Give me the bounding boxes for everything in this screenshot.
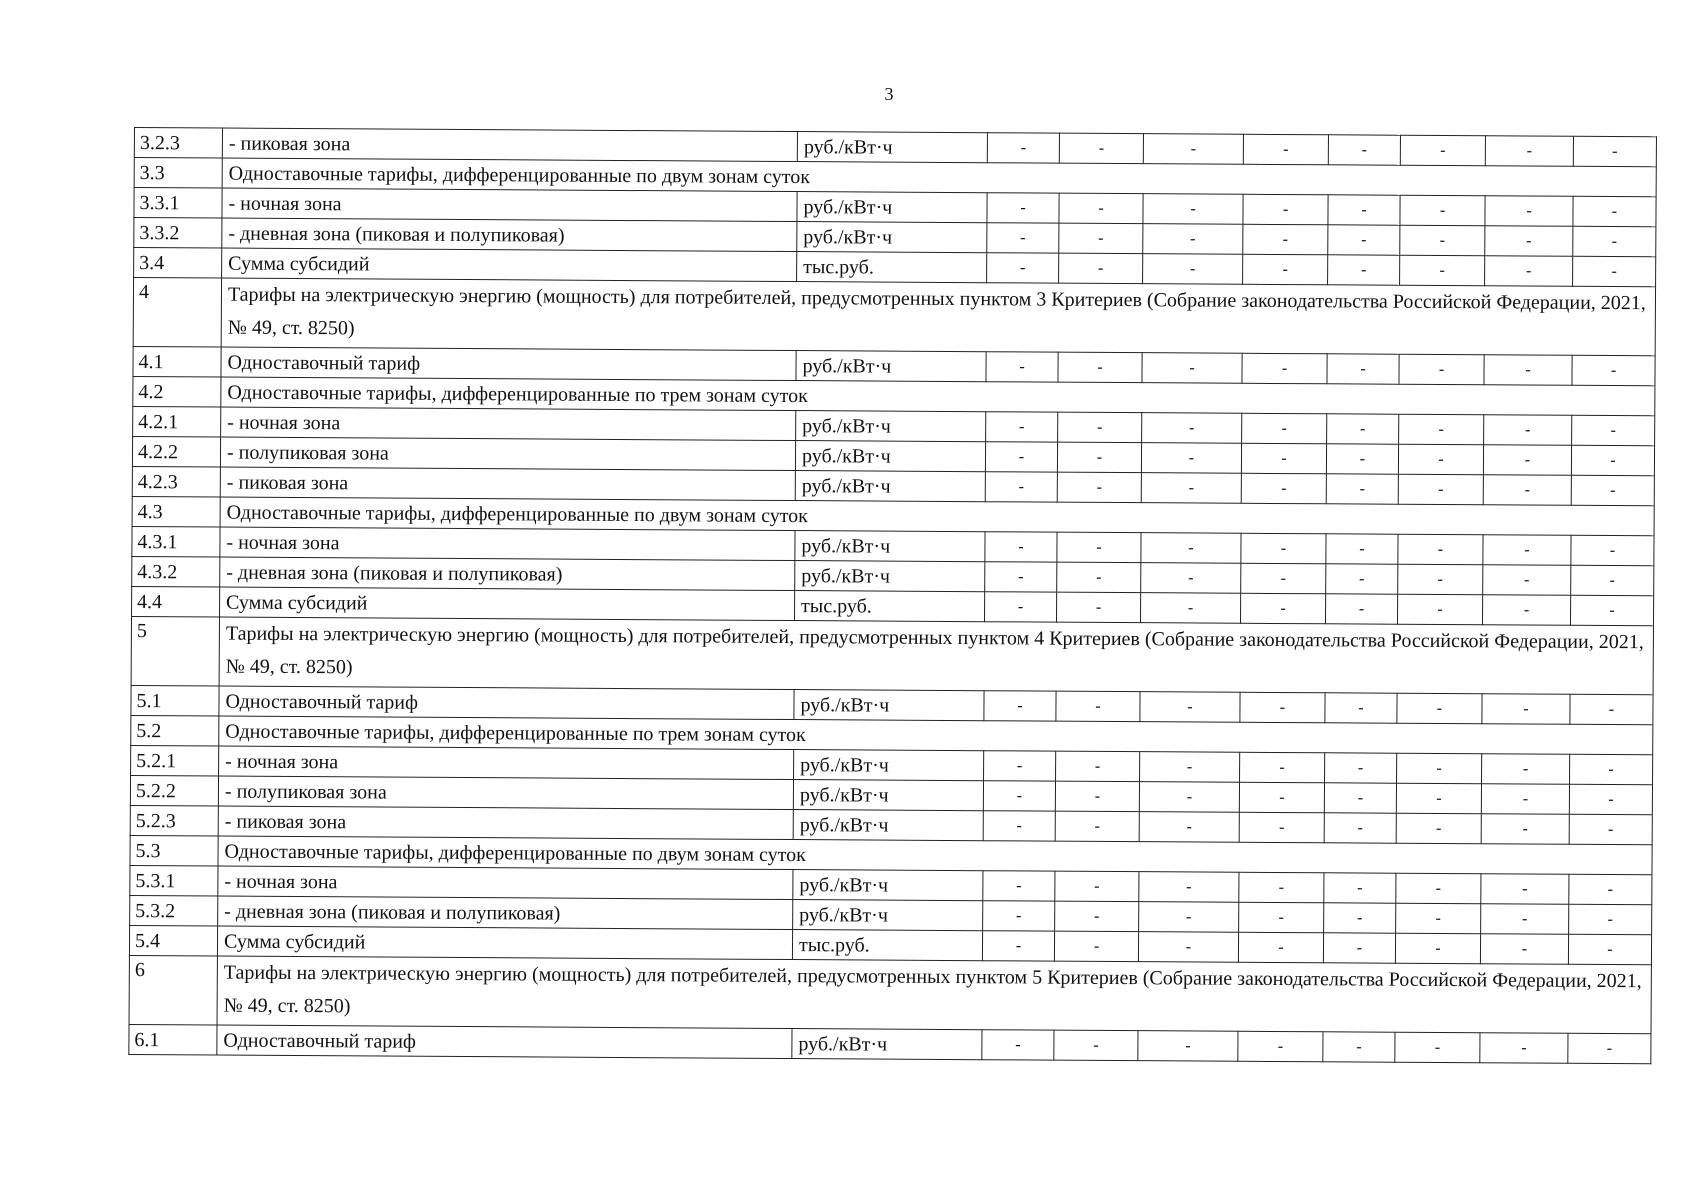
table-row (129, 955, 1651, 1033)
value-cell: - (1054, 1030, 1138, 1061)
value-cell: - (1243, 194, 1328, 225)
row-label: - ночная зона (222, 188, 797, 222)
value-cell: - (1483, 535, 1571, 566)
row-number: 3.3 (134, 158, 222, 189)
value-cell: - (1396, 903, 1481, 934)
value-cell: - (1326, 444, 1398, 474)
row-number: 3.2.3 (134, 128, 222, 159)
row-label: Одноставочные тарифы, дифференцированные по двум зонам суток (218, 836, 1652, 875)
row-label: - дневная зона (пиковая и полупиковая) (218, 896, 793, 930)
row-unit: руб./кВт·ч (796, 351, 986, 382)
row-number: 4.2.3 (132, 466, 220, 497)
value-cell: - (1485, 226, 1573, 257)
value-cell: - (1326, 474, 1398, 504)
value-cell: - (1398, 534, 1483, 565)
value-cell: - (1057, 472, 1141, 503)
value-cell: - (1324, 783, 1396, 813)
value-cell: - (1325, 753, 1397, 783)
row-number: 5.2 (131, 715, 219, 746)
value-cell: - (1057, 532, 1141, 563)
row-label: Одноставочные тарифы, дифференцированные по двум зонам суток (222, 158, 1656, 197)
value-cell: - (1055, 811, 1139, 842)
row-number: 5 (131, 616, 219, 686)
value-cell: - (1139, 872, 1239, 903)
row-number: 4.2.1 (133, 406, 221, 437)
value-cell: - (985, 532, 1057, 562)
row-label: - дневная зона (пиковая и полупиковая) (222, 218, 797, 252)
value-cell: - (1240, 593, 1325, 624)
row-unit: руб./кВт·ч (795, 441, 985, 472)
value-cell: - (1480, 1033, 1568, 1064)
row-label: Тарифы на электрическую энергию (мощность) для потребителей, предусмотренных пунктом 4 Критериев (Собрание законодательства Российской Федерации, 2021, № 49, ст. 8250) (219, 617, 1653, 695)
row-number: 5.2.2 (130, 775, 218, 806)
value-cell: - (1482, 595, 1570, 626)
value-cell: - (983, 901, 1055, 931)
row-number: 3.3.1 (134, 188, 222, 219)
value-cell: - (1141, 533, 1241, 564)
value-cell: - (987, 133, 1059, 163)
row-unit: руб./кВт·ч (793, 870, 983, 901)
row-label: Тарифы на электрическую энергию (мощность) для потребителей, предусмотренных пунктом 3 Критериев (Собрание законодательства Российской Федерации, 2021, № 49, ст. 8250) (221, 278, 1655, 356)
row-unit: тыс.руб. (794, 591, 984, 622)
value-cell: - (1240, 692, 1325, 723)
value-cell: - (1140, 692, 1240, 723)
row-number: 4.2.2 (132, 436, 220, 467)
value-cell: - (1238, 932, 1323, 963)
value-cell: - (1138, 932, 1238, 963)
value-cell: - (1483, 565, 1571, 596)
value-cell: - (1055, 781, 1139, 812)
value-cell: - (1483, 445, 1571, 476)
value-cell: - (987, 253, 1059, 283)
value-cell: - (1140, 752, 1240, 783)
value-cell: - (1324, 873, 1396, 903)
page-number: 3 (884, 84, 894, 104)
value-cell: - (985, 562, 1057, 592)
row-label: - ночная зона (221, 407, 796, 441)
row-number: 5.2.1 (131, 745, 219, 776)
value-cell: - (983, 871, 1055, 901)
value-cell: - (1059, 193, 1143, 224)
value-cell: - (1139, 782, 1239, 813)
row-label: - пиковая зона (220, 467, 795, 501)
value-cell: - (1328, 195, 1400, 225)
row-number: 5.3.1 (130, 865, 218, 896)
row-number: 6 (129, 955, 217, 1025)
value-cell: - (982, 931, 1054, 961)
value-cell: - (1399, 414, 1484, 445)
value-cell: - (1325, 693, 1397, 723)
row-label: Сумма субсидий (220, 587, 795, 621)
table-row (133, 278, 1655, 356)
value-cell: - (1398, 474, 1483, 505)
value-cell: - (1243, 134, 1328, 165)
value-cell: - (1570, 754, 1653, 785)
value-cell: - (1573, 136, 1656, 167)
value-cell: - (1055, 901, 1139, 932)
row-number: 5.4 (129, 925, 217, 956)
value-cell: - (1142, 413, 1242, 444)
value-cell: - (1396, 813, 1481, 844)
value-cell: - (1243, 254, 1328, 285)
value-cell: - (1483, 475, 1571, 506)
row-label: - дневная зона (пиковая и полупиковая) (220, 557, 795, 591)
value-cell: - (1142, 353, 1242, 384)
value-cell: - (1328, 255, 1400, 285)
value-cell: - (1239, 872, 1324, 903)
value-cell: - (1568, 1033, 1651, 1064)
value-cell: - (1143, 254, 1243, 285)
value-cell: - (982, 1030, 1054, 1060)
value-cell: - (1396, 873, 1481, 904)
row-label: Одноставочные тарифы, дифференцированные по трем зонам суток (221, 377, 1655, 416)
value-cell: - (1397, 594, 1482, 625)
value-cell: - (1395, 1032, 1480, 1063)
table-row (131, 616, 1653, 694)
value-cell: - (1571, 475, 1654, 506)
value-cell: - (1398, 444, 1483, 475)
row-unit: руб./кВт·ч (797, 132, 987, 163)
value-cell: - (987, 223, 1059, 253)
value-cell: - (1399, 354, 1484, 385)
value-cell: - (1140, 593, 1240, 624)
value-cell: - (1328, 225, 1400, 255)
value-cell: - (985, 442, 1057, 472)
row-number: 4.4 (132, 586, 220, 617)
row-label: Одноставочный тариф (219, 686, 794, 720)
row-number: 5.3 (130, 835, 218, 866)
value-cell: - (1328, 135, 1400, 165)
value-cell: - (1570, 595, 1653, 626)
value-cell: - (984, 751, 1056, 781)
value-cell: - (1400, 195, 1485, 226)
row-label: - ночная зона (218, 866, 793, 900)
value-cell: - (1241, 533, 1326, 564)
value-cell: - (1571, 445, 1654, 476)
value-cell: - (986, 412, 1058, 442)
row-number: 4.3.1 (132, 526, 220, 557)
value-cell: - (1482, 694, 1570, 725)
row-unit: руб./кВт·ч (793, 780, 983, 811)
value-cell: - (983, 811, 1055, 841)
value-cell: - (1242, 413, 1327, 444)
row-unit: руб./кВт·ч (796, 411, 986, 442)
row-number: 4.2 (133, 376, 221, 407)
value-cell: - (1480, 934, 1568, 965)
value-cell: - (1572, 355, 1655, 386)
value-cell: - (1057, 562, 1141, 593)
row-label: Сумма субсидий (222, 248, 797, 282)
value-cell: - (1058, 352, 1142, 383)
value-cell: - (1395, 933, 1480, 964)
row-number: 6.1 (129, 1024, 217, 1055)
value-cell: - (1059, 223, 1143, 254)
value-cell: - (1484, 355, 1572, 386)
row-number: 4 (133, 278, 221, 348)
value-cell: - (985, 472, 1057, 502)
value-cell: - (1323, 933, 1395, 963)
value-cell: - (1241, 563, 1326, 594)
value-cell: - (1325, 594, 1397, 624)
row-unit: руб./кВт·ч (794, 750, 984, 781)
value-cell: - (1485, 196, 1573, 227)
table-body (129, 128, 1657, 1064)
value-cell: - (1143, 134, 1243, 165)
row-unit: тыс.руб. (792, 930, 982, 961)
value-cell: - (1056, 751, 1140, 782)
value-cell: - (1400, 255, 1485, 286)
value-cell: - (1400, 135, 1485, 166)
value-cell: - (1241, 443, 1326, 474)
value-cell: - (1397, 753, 1482, 784)
value-cell: - (1482, 754, 1570, 785)
value-cell: - (1400, 225, 1485, 256)
value-cell: - (1481, 904, 1569, 935)
row-number: 4.1 (133, 346, 221, 377)
value-cell: - (1327, 354, 1399, 384)
value-cell: - (1059, 253, 1143, 284)
row-label: Сумма субсидий (217, 926, 792, 960)
value-cell: - (1143, 194, 1243, 225)
row-number: 4.3 (132, 496, 220, 527)
value-cell: - (1484, 415, 1572, 446)
value-cell: - (1398, 564, 1483, 595)
value-cell: - (1324, 903, 1396, 933)
value-cell: - (1568, 934, 1651, 965)
value-cell: - (1243, 224, 1328, 255)
row-unit: руб./кВт·ч (795, 471, 985, 502)
value-cell: - (1326, 534, 1398, 564)
value-cell: - (1569, 784, 1652, 815)
value-cell: - (984, 691, 1056, 721)
value-cell: - (1569, 904, 1652, 935)
row-unit: тыс.руб. (797, 252, 987, 283)
value-cell: - (1485, 256, 1573, 287)
value-cell: - (1481, 784, 1569, 815)
value-cell: - (1570, 694, 1653, 725)
value-cell: - (1054, 931, 1138, 962)
row-label: - пиковая зона (218, 806, 793, 840)
row-label: - полупиковая зона (218, 776, 793, 810)
value-cell: - (1143, 224, 1243, 255)
value-cell: - (1571, 565, 1654, 596)
row-number: 4.3.2 (132, 556, 220, 587)
row-unit: руб./кВт·ч (793, 810, 983, 841)
value-cell: - (1057, 442, 1141, 473)
value-cell: - (987, 193, 1059, 223)
value-cell: - (1240, 752, 1325, 783)
value-cell: - (1055, 871, 1139, 902)
value-cell: - (1242, 353, 1327, 384)
row-unit: руб./кВт·ч (794, 690, 984, 721)
value-cell: - (1058, 412, 1142, 443)
value-cell: - (1323, 1032, 1395, 1062)
value-cell: - (1059, 133, 1143, 164)
value-cell: - (1239, 782, 1324, 813)
value-cell: - (1138, 1031, 1238, 1062)
row-number: 3.3.2 (134, 218, 222, 249)
row-unit: руб./кВт·ч (795, 531, 985, 562)
value-cell: - (1238, 1031, 1323, 1062)
row-number: 5.1 (131, 685, 219, 716)
value-cell: - (1396, 783, 1481, 814)
value-cell: - (1141, 563, 1241, 594)
value-cell: - (1241, 473, 1326, 504)
row-number: 5.3.2 (130, 895, 218, 926)
value-cell: - (1572, 415, 1655, 446)
row-label: Одноставочные тарифы, дифференцированные по трем зонам суток (219, 716, 1653, 755)
row-label: - полупиковая зона (220, 437, 795, 471)
value-cell: - (1571, 535, 1654, 566)
row-number: 3.4 (134, 248, 222, 279)
value-cell: - (1481, 874, 1569, 905)
value-cell: - (1397, 693, 1482, 724)
value-cell: - (1141, 443, 1241, 474)
row-unit: руб./кВт·ч (797, 192, 987, 223)
tariff-table (128, 127, 1657, 1064)
value-cell: - (1485, 136, 1573, 167)
value-cell: - (1326, 564, 1398, 594)
value-cell: - (1139, 902, 1239, 933)
value-cell: - (1569, 874, 1652, 905)
row-label: Одноставочный тариф (217, 1025, 792, 1059)
value-cell: - (1139, 812, 1239, 843)
value-cell: - (1573, 256, 1656, 287)
row-unit: руб./кВт·ч (795, 561, 985, 592)
value-cell: - (1569, 814, 1652, 845)
value-cell: - (1141, 473, 1241, 504)
row-label: Одноставочные тарифы, дифференцированные по двум зонам суток (220, 497, 1654, 536)
row-unit: руб./кВт·ч (792, 1029, 982, 1060)
value-cell: - (983, 781, 1055, 811)
value-cell: - (986, 352, 1058, 382)
row-label: Одноставочный тариф (221, 347, 796, 381)
row-label: - пиковая зона (222, 128, 797, 162)
value-cell: - (1239, 902, 1324, 933)
value-cell: - (1573, 196, 1656, 227)
value-cell: - (1056, 691, 1140, 722)
row-unit: руб./кВт·ч (793, 900, 983, 931)
row-label: - ночная зона (220, 527, 795, 561)
value-cell: - (1324, 813, 1396, 843)
row-unit: руб./кВт·ч (797, 222, 987, 253)
value-cell: - (1239, 812, 1324, 843)
value-cell: - (1056, 592, 1140, 623)
value-cell: - (1573, 226, 1656, 257)
row-label: - ночная зона (219, 746, 794, 780)
row-label: Тарифы на электрическую энергию (мощность) для потребителей, предусмотренных пунктом 5 Критериев (Собрание законодательства Российской Федерации, 2021, № 49, ст. 8250) (217, 956, 1651, 1034)
row-number: 5.2.3 (130, 805, 218, 836)
value-cell: - (984, 592, 1056, 622)
value-cell: - (1327, 414, 1399, 444)
value-cell: - (1481, 814, 1569, 845)
